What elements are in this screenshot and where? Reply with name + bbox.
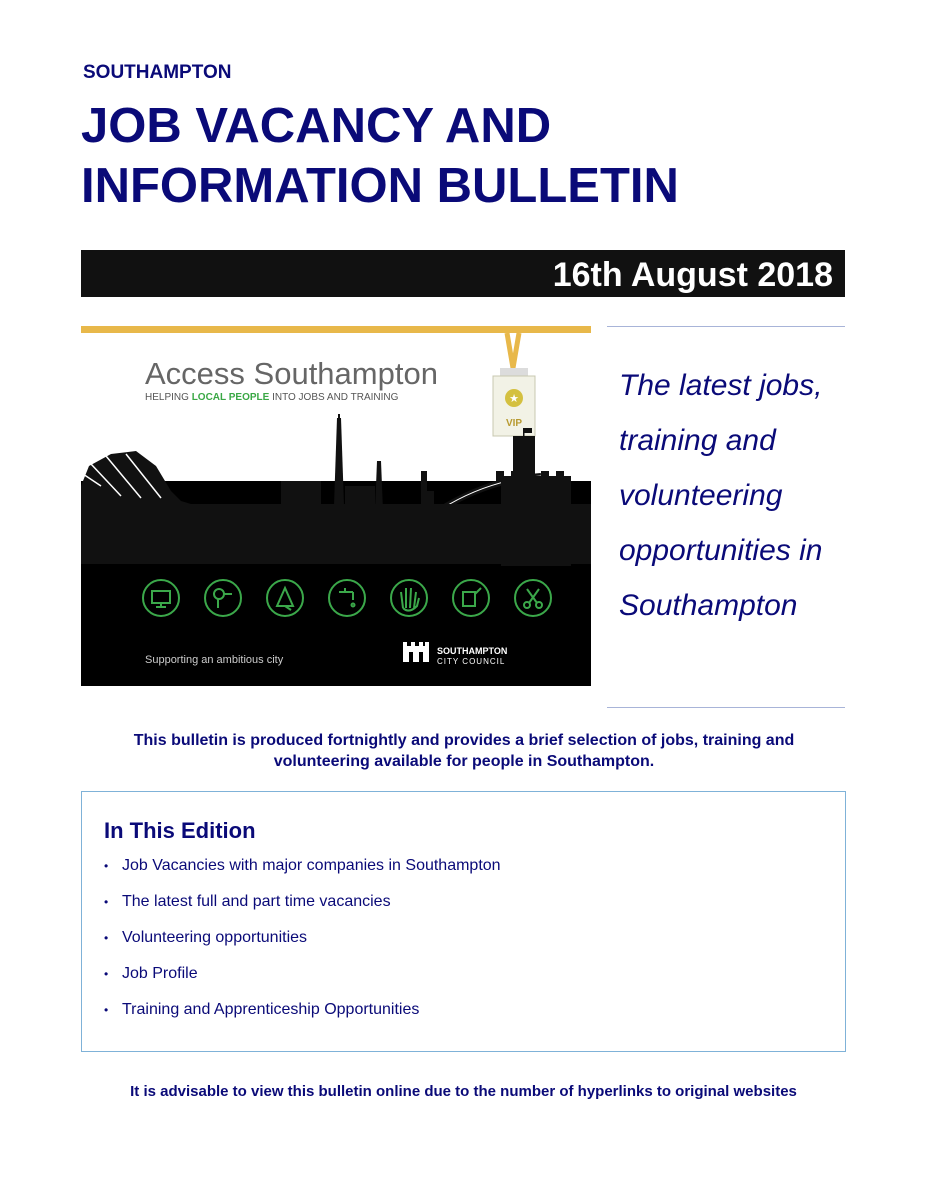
bullet-icon: • bbox=[104, 1003, 109, 1017]
edition-list bbox=[104, 856, 501, 1036]
banner-image bbox=[81, 326, 591, 686]
bullet-icon: • bbox=[104, 859, 109, 873]
tagline-rule-bottom bbox=[607, 707, 845, 708]
list-item-label: Training and Apprenticeship Opportunities bbox=[122, 1001, 420, 1018]
footer-note: It is advisable to view this bulletin online due to the number of hyperlinks to original websites bbox=[130, 1083, 797, 1100]
list-item bbox=[104, 964, 501, 1000]
bullet-icon: • bbox=[104, 967, 109, 981]
council-name: SOUTHAMPTON bbox=[437, 646, 508, 656]
date-bar: 16th August 2018 bbox=[81, 250, 845, 297]
list-item bbox=[104, 892, 501, 928]
tagline-line: training and bbox=[619, 424, 776, 457]
list-item bbox=[104, 856, 501, 892]
edition-heading: In This Edition bbox=[104, 818, 256, 843]
tagline-line: opportunities in bbox=[619, 534, 823, 567]
tagline-line: The latest jobs, bbox=[619, 369, 823, 402]
council-subname: CITY COUNCIL bbox=[437, 657, 506, 666]
tagline bbox=[619, 358, 845, 633]
svg-text:★: ★ bbox=[509, 393, 519, 405]
list-item bbox=[104, 1000, 501, 1036]
intro-line-2: volunteering available for people in Southampton. bbox=[273, 753, 655, 770]
title-line-1: JOB VACANCY AND bbox=[81, 99, 552, 153]
svg-text:VIP: VIP bbox=[505, 418, 523, 429]
list-item-label: Volunteering opportunities bbox=[122, 929, 308, 946]
list-item-label: Job Profile bbox=[122, 965, 198, 982]
title-line-2: INFORMATION BULLETIN bbox=[81, 159, 679, 213]
banner-title: Access Southampton bbox=[145, 356, 438, 391]
list-item-label: The latest full and part time vacancies bbox=[122, 893, 391, 910]
list-item-label: Job Vacancies with major companies in Southampton bbox=[122, 857, 501, 874]
intro-text bbox=[100, 730, 828, 772]
kicker: SOUTHAMPTON bbox=[83, 62, 232, 83]
bullet-icon: • bbox=[104, 895, 109, 909]
bullet-icon: • bbox=[104, 931, 109, 945]
page-title bbox=[81, 96, 679, 216]
banner-subtitle: HELPING LOCAL PEOPLE INTO JOBS AND TRAINING bbox=[145, 392, 399, 403]
list-item bbox=[104, 928, 501, 964]
accent-bar bbox=[81, 326, 591, 333]
edition-box bbox=[81, 791, 846, 1052]
banner-caption: Supporting an ambitious city bbox=[145, 654, 284, 666]
intro-line-1: This bulletin is produced fortnightly and provides a brief selection of jobs, training and bbox=[133, 732, 795, 749]
tagline-line: volunteering bbox=[619, 479, 783, 512]
tagline-rule-top bbox=[607, 326, 845, 327]
tagline-line: Southampton bbox=[619, 589, 798, 622]
